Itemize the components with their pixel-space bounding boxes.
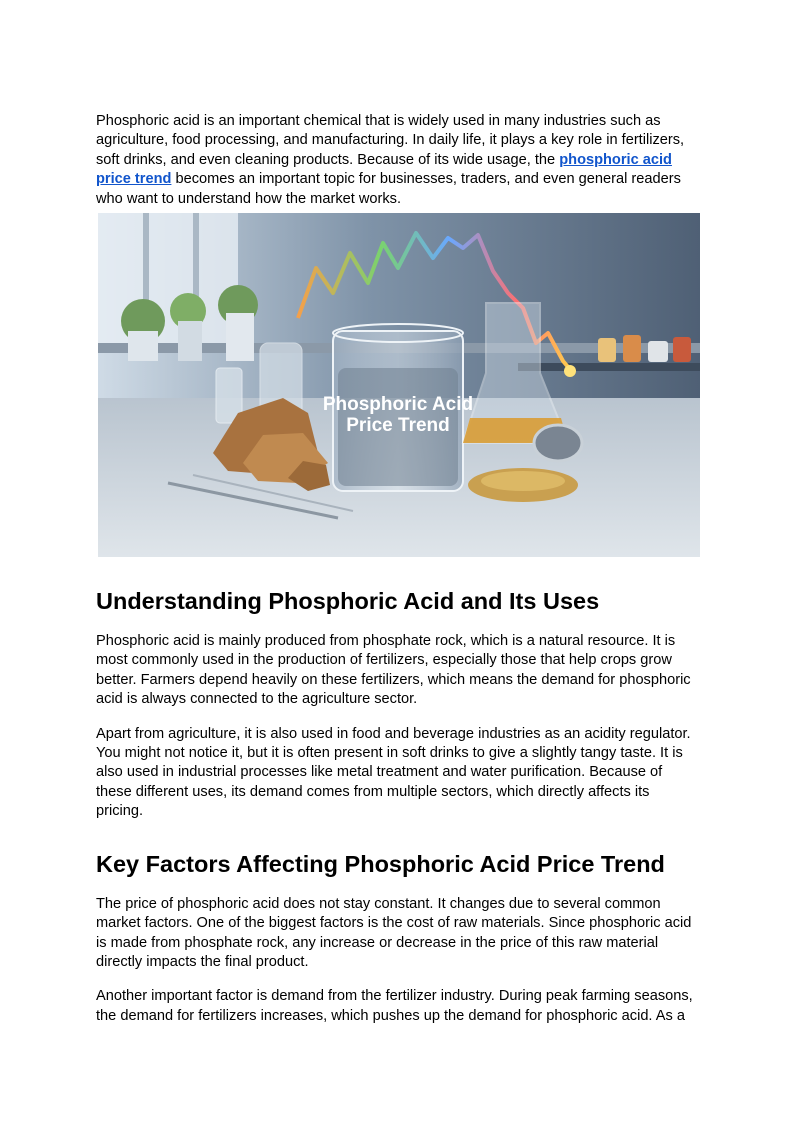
hero-line-1: Phosphoric Acid [322,394,474,416]
hero-image [98,213,700,557]
section-heading-uses: Understanding Phosphoric Acid and Its Uses [96,588,600,615]
price-trend-link[interactable]: phosphoric acid price trend [96,151,672,188]
document-page [96,112,700,1026]
intro-paragraph [96,112,700,209]
hero-line-2: Price Trend [346,415,450,437]
uses-paragraph-1: Phosphoric acid is mainly produced from phosphate rock, which is a natural resource. It is most commonly used in the production of fertilizers, especially those that help crops grow better. Farmers depend heavily on these fertilizers, which means the demand for phosphoric acid is always connected to the agriculture sector. [96,633,691,708]
section-heading-factors: Key Factors Affecting Phosphoric Acid Price Trend [96,850,665,877]
factors-paragraph-1: The price of phosphoric acid does not stay constant. It changes due to several common market factors. One of the biggest factors is the cost of raw materials. Since phosphoric acid is made from phosphate rock, any increase or decrease in the price of this raw material directly impacts the final product. [96,895,692,970]
uses-paragraph-2: Apart from agriculture, it is also used in food and beverage industries as an acidity regulator. You might not notice it, but it is often present in soft drinks to give a slightly tangy taste. It is also used in industrial processes like metal treatment and water purification. Because of these different uses, its demand comes from multiple sectors, which directly affects its pricing. [96,725,691,820]
intro-text-after: becomes an important topic for businesses, traders, and even general readers who want to understand how the market works. [96,171,681,207]
factors-paragraph-2: Another important factor is demand from the fertilizer industry. During peak farming seasons, the demand for fertilizers increases, which pushes up the demand for phosphoric acid. As a [96,988,693,1024]
intro-text-before: Phosphoric acid is an important chemical that is widely used in many industries such as agriculture, food processing, and manufacturing. In daily life, it plays a key role in fertilizers, soft drinks, and even cleaning products. Because of its wide usage, the [96,113,685,168]
